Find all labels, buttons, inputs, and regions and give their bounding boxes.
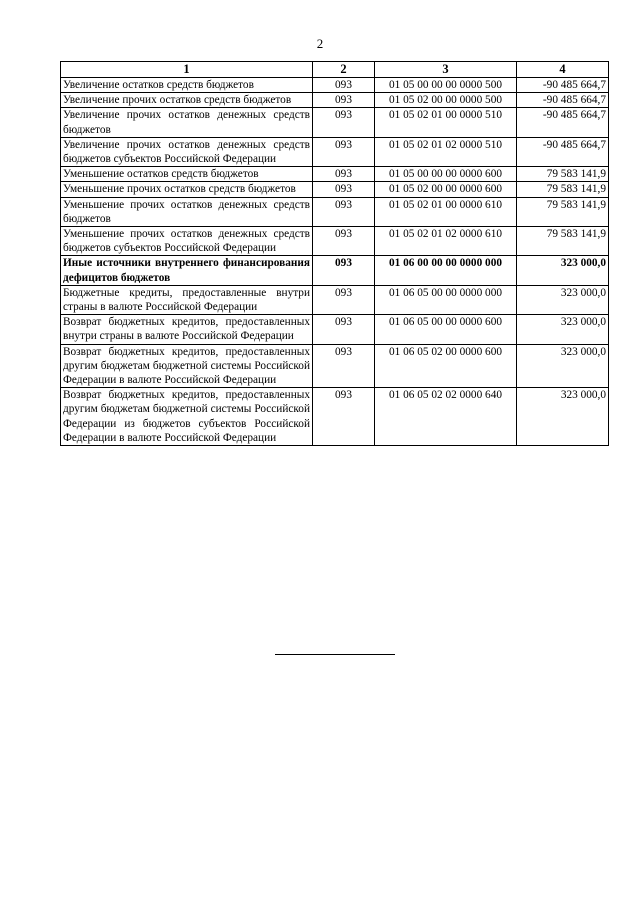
row-budget-code-cell: 01 05 02 01 02 0000 610 bbox=[375, 227, 517, 256]
row-budget-code-cell: 01 06 05 02 02 0000 640 bbox=[375, 388, 517, 446]
row-amount-cell: -90 485 664,7 bbox=[517, 137, 609, 166]
row-admin-code-cell: 093 bbox=[313, 197, 375, 226]
row-amount-cell: 79 583 141,9 bbox=[517, 167, 609, 182]
table-row bbox=[61, 78, 609, 93]
header-col-1: 1 bbox=[61, 62, 313, 78]
row-admin-code-cell: 093 bbox=[313, 137, 375, 166]
row-budget-code-cell: 01 06 05 00 00 0000 600 bbox=[375, 315, 517, 344]
table-row bbox=[61, 197, 609, 226]
row-budget-code-cell: 01 05 00 00 00 0000 600 bbox=[375, 167, 517, 182]
row-name-cell: Возврат бюджетных кредитов, предоставленных другим бюджетам бюджетной системы Российской Федерации в валюте Российской Федерации bbox=[61, 344, 313, 388]
row-amount-cell: 323 000,0 bbox=[517, 315, 609, 344]
header-col-4: 4 bbox=[517, 62, 609, 78]
row-admin-code-cell: 093 bbox=[313, 167, 375, 182]
row-admin-code-cell: 093 bbox=[313, 182, 375, 197]
row-admin-code-cell: 093 bbox=[313, 388, 375, 446]
row-amount-cell: -90 485 664,7 bbox=[517, 108, 609, 137]
row-admin-code-cell: 093 bbox=[313, 78, 375, 93]
row-name-cell: Увеличение прочих остатков средств бюджетов bbox=[61, 93, 313, 108]
row-budget-code-cell: 01 05 02 00 00 0000 600 bbox=[375, 182, 517, 197]
end-rule bbox=[275, 654, 395, 655]
row-admin-code-cell: 093 bbox=[313, 256, 375, 285]
row-amount-cell: 79 583 141,9 bbox=[517, 227, 609, 256]
table-row bbox=[61, 108, 609, 137]
row-name-cell: Увеличение прочих остатков денежных средств бюджетов субъектов Российской Федерации bbox=[61, 137, 313, 166]
row-amount-cell: -90 485 664,7 bbox=[517, 93, 609, 108]
row-amount-cell: 323 000,0 bbox=[517, 285, 609, 314]
row-admin-code-cell: 093 bbox=[313, 315, 375, 344]
row-admin-code-cell: 093 bbox=[313, 344, 375, 388]
row-budget-code-cell: 01 05 02 01 00 0000 610 bbox=[375, 197, 517, 226]
row-admin-code-cell: 093 bbox=[313, 93, 375, 108]
row-admin-code-cell: 093 bbox=[313, 108, 375, 137]
table-row bbox=[61, 285, 609, 314]
row-amount-cell: -90 485 664,7 bbox=[517, 78, 609, 93]
table-row bbox=[61, 182, 609, 197]
table-row bbox=[61, 93, 609, 108]
table-row bbox=[61, 315, 609, 344]
row-amount-cell: 323 000,0 bbox=[517, 388, 609, 446]
row-budget-code-cell: 01 06 00 00 00 0000 000 bbox=[375, 256, 517, 285]
row-budget-code-cell: 01 05 02 01 02 0000 510 bbox=[375, 137, 517, 166]
table-body bbox=[61, 78, 609, 446]
row-name-cell: Бюджетные кредиты, предоставленные внутри страны в валюте Российской Федерации bbox=[61, 285, 313, 314]
row-name-cell: Уменьшение прочих остатков денежных средств бюджетов bbox=[61, 197, 313, 226]
header-row bbox=[61, 62, 609, 78]
row-name-cell: Возврат бюджетных кредитов, предоставленных другим бюджетам бюджетной системы Российской Федерации из бюджетов субъектов Российской Федерации в валюте Российской Федерации bbox=[61, 388, 313, 446]
table-row bbox=[61, 388, 609, 446]
table-row bbox=[61, 137, 609, 166]
table-row bbox=[61, 256, 609, 285]
row-admin-code-cell: 093 bbox=[313, 285, 375, 314]
row-name-cell: Уменьшение остатков средств бюджетов bbox=[61, 167, 313, 182]
row-name-cell: Увеличение остатков средств бюджетов bbox=[61, 78, 313, 93]
row-name-cell: Иные источники внутреннего финансирования дефицитов бюджетов bbox=[61, 256, 313, 285]
row-name-cell: Увеличение прочих остатков денежных средств бюджетов bbox=[61, 108, 313, 137]
table-row bbox=[61, 167, 609, 182]
row-budget-code-cell: 01 06 05 02 00 0000 600 bbox=[375, 344, 517, 388]
row-name-cell: Уменьшение прочих остатков средств бюджетов bbox=[61, 182, 313, 197]
table-row bbox=[61, 344, 609, 388]
row-amount-cell: 79 583 141,9 bbox=[517, 182, 609, 197]
row-amount-cell: 323 000,0 bbox=[517, 256, 609, 285]
budget-sources-table bbox=[60, 61, 609, 446]
table-header bbox=[61, 62, 609, 78]
page-number: 2 bbox=[316, 36, 324, 51]
table-row bbox=[61, 227, 609, 256]
row-amount-cell: 79 583 141,9 bbox=[517, 197, 609, 226]
row-budget-code-cell: 01 05 02 01 00 0000 510 bbox=[375, 108, 517, 137]
header-col-2: 2 bbox=[313, 62, 375, 78]
row-name-cell: Уменьшение прочих остатков денежных средств бюджетов субъектов Российской Федерации bbox=[61, 227, 313, 256]
row-amount-cell: 323 000,0 bbox=[517, 344, 609, 388]
header-col-3: 3 bbox=[375, 62, 517, 78]
row-budget-code-cell: 01 05 02 00 00 0000 500 bbox=[375, 93, 517, 108]
row-admin-code-cell: 093 bbox=[313, 227, 375, 256]
row-budget-code-cell: 01 06 05 00 00 0000 000 bbox=[375, 285, 517, 314]
row-budget-code-cell: 01 05 00 00 00 0000 500 bbox=[375, 78, 517, 93]
row-name-cell: Возврат бюджетных кредитов, предоставленных внутри страны в валюте Российской Федерации bbox=[61, 315, 313, 344]
